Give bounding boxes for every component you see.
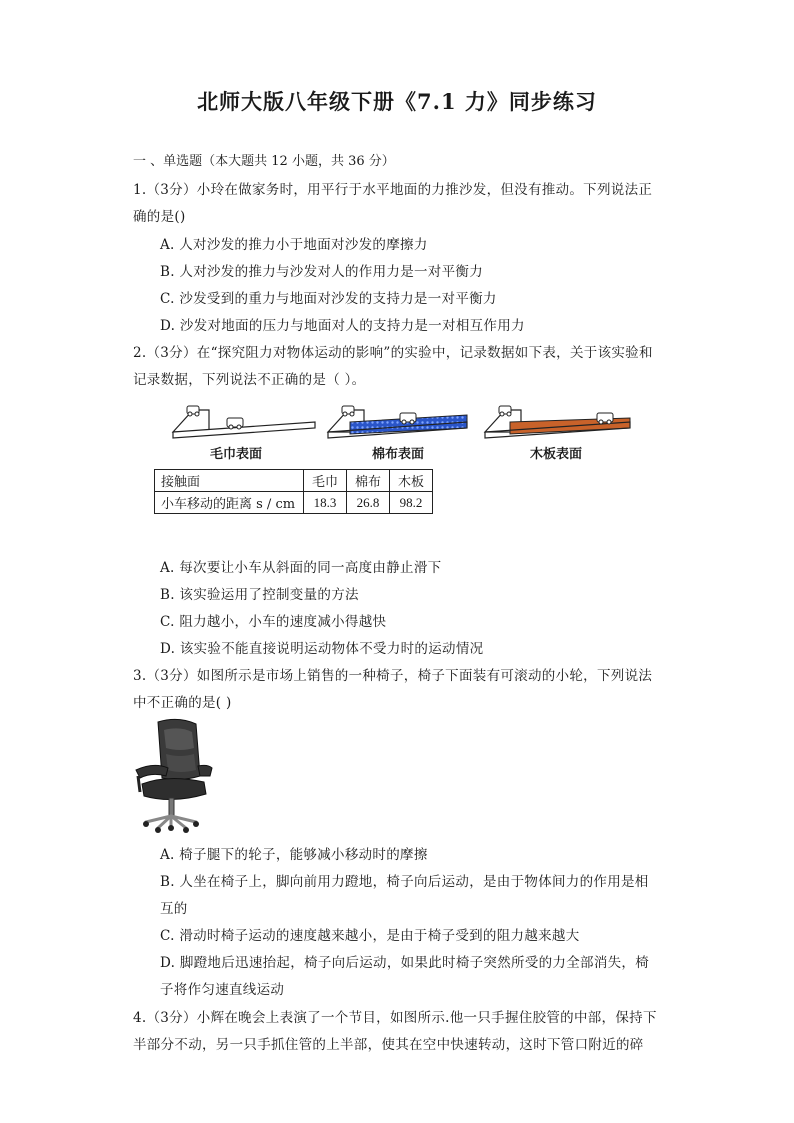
q1-stem-line2: 确的是() bbox=[133, 209, 186, 225]
section-heading: 一 、单选题（本大题共 12 小题，共 36 分） bbox=[133, 154, 395, 169]
ramp-towel-figure bbox=[173, 406, 315, 438]
q4-stem-line1: 4.（3分）小辉在晚会上表演了一个节目，如图所示.他一只手握住胶管的中部，保持下 bbox=[133, 1010, 657, 1026]
table-cell: 98.2 bbox=[390, 492, 433, 514]
q1-stem-line1: 1.（3分）小玲在做家务时，用平行于水平地面的力推沙发，但没有推动。下列说法正 bbox=[133, 182, 653, 198]
ramp-wood-figure bbox=[485, 406, 630, 438]
page-title: 北师大版八年级下册《7.1 力》同步练习 bbox=[197, 89, 597, 114]
q4-stem-line2: 半部分不动，另一只手抓住管的上半部，使其在空中快速转动，这时下管口附近的碎 bbox=[133, 1037, 644, 1053]
ramp-cotton-figure bbox=[328, 406, 467, 438]
table-header-row bbox=[155, 470, 433, 492]
q2-option-b: B. 该实验运用了控制变量的方法 bbox=[160, 587, 359, 603]
experiment-data-table bbox=[154, 469, 433, 514]
table-cell: 小车移动的距离 s / cm bbox=[155, 492, 304, 514]
q3-option-d-line2: 子将作匀速直线运动 bbox=[160, 982, 285, 998]
label-towel-surface: 毛巾表面 bbox=[210, 447, 263, 462]
table-cell: 18.3 bbox=[304, 492, 347, 514]
table-header-cell: 毛巾 bbox=[304, 470, 347, 492]
q3-stem-line1: 3.（3分）如图所示是市场上销售的一种椅子，椅子下面装有可滚动的小轮，下列说法 bbox=[133, 668, 653, 684]
q3-option-d-line1: D. 脚蹬地后迅速抬起，椅子向后运动，如果此时椅子突然所受的力全部消失，椅 bbox=[160, 955, 650, 971]
q1-option-b: B. 人对沙发的推力与沙发对人的作用力是一对平衡力 bbox=[160, 264, 484, 280]
q3-option-b-line2: 互的 bbox=[160, 901, 188, 917]
q3-stem-line2: 中不正确的是( ) bbox=[133, 695, 232, 711]
label-wood-surface: 木板表面 bbox=[530, 447, 583, 462]
q2-option-d: D. 该实验不能直接说明运动物体不受力时的运动情况 bbox=[160, 641, 484, 657]
table-cell: 26.8 bbox=[347, 492, 390, 514]
q2-option-c: C. 阻力越小，小车的速度减小得越快 bbox=[160, 614, 387, 630]
ramp-diagram bbox=[165, 400, 635, 442]
q2-option-a: A. 每次要让小车从斜面的同一高度由静止滑下 bbox=[160, 560, 442, 576]
office-chair-image bbox=[128, 718, 214, 834]
q1-option-c: C. 沙发受到的重力与地面对沙发的支持力是一对平衡力 bbox=[160, 291, 497, 307]
label-cotton-surface: 棉布表面 bbox=[372, 447, 425, 462]
q1-option-d: D. 沙发对地面的压力与地面对人的支持力是一对相互作用力 bbox=[160, 318, 525, 334]
q3-option-b-line1: B. 人坐在椅子上，脚向前用力蹬地，椅子向后运动，是由于物体间力的作用是相 bbox=[160, 874, 649, 890]
table-row bbox=[155, 492, 433, 514]
q3-option-a: A. 椅子腿下的轮子，能够减小移动时的摩擦 bbox=[160, 847, 428, 863]
q2-stem-line1: 2.（3分）在“探究阻力对物体运动的影响”的实验中，记录数据如下表，关于该实验和 bbox=[133, 345, 653, 361]
table-header-cell: 接触面 bbox=[155, 470, 304, 492]
q1-option-a: A. 人对沙发的推力小于地面对沙发的摩擦力 bbox=[160, 237, 428, 253]
table-header-cell: 木板 bbox=[390, 470, 433, 492]
q3-option-c: C. 滑动时椅子运动的速度越来越小，是由于椅子受到的阻力越来越大 bbox=[160, 928, 580, 944]
q2-stem-line2: 记录数据，下列说法不正确的是（ ）。 bbox=[133, 372, 366, 388]
table-header-cell: 棉布 bbox=[347, 470, 390, 492]
